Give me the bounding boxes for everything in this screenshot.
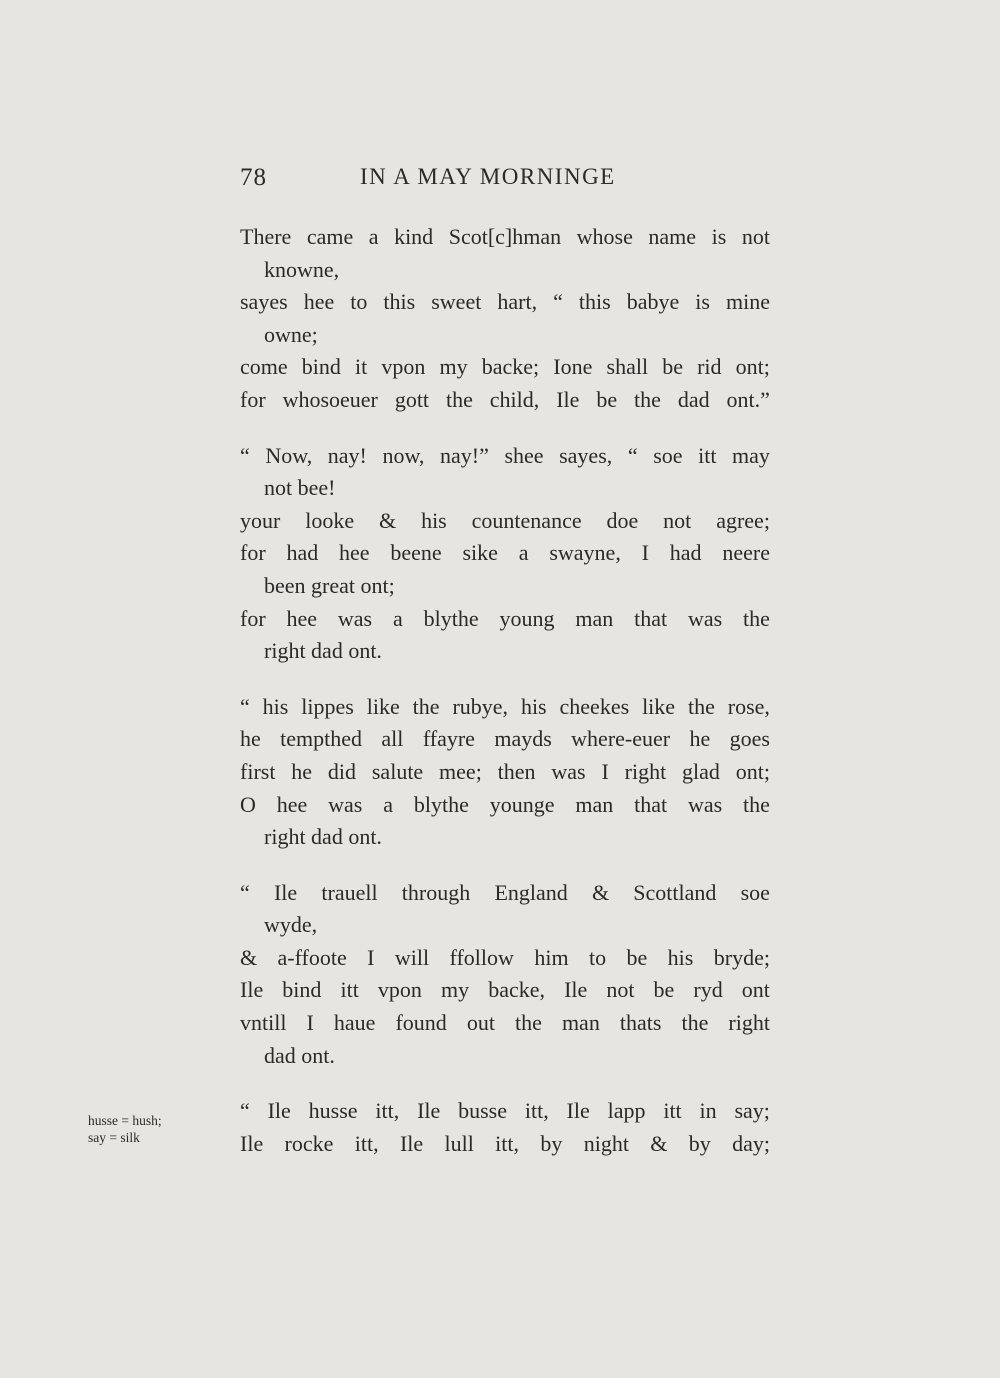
- verse-line: been great ont;: [264, 572, 395, 598]
- verse-line: for hee was a blythe young man that was the: [240, 605, 770, 631]
- verse-line: O hee was a blythe younge man that was the: [240, 791, 770, 817]
- stanza: [240, 877, 780, 1073]
- stanza: [240, 221, 780, 417]
- verse-line: & a-ffoote I will ffollow him to be his bryde;: [240, 944, 770, 970]
- verse-line: not bee!: [264, 475, 336, 501]
- margin-gloss: [88, 1112, 162, 1146]
- verse-line: Ile rocke itt, Ile lull itt, by night & by day;: [240, 1130, 770, 1156]
- verse-line: right dad ont.: [264, 824, 382, 850]
- verse-line: dad ont.: [264, 1042, 335, 1068]
- gloss-line: husse = hush;: [88, 1113, 162, 1128]
- verse-line: right dad ont.: [264, 638, 382, 664]
- verse-line: “ Now, nay! now, nay!” shee sayes, “ soe itt may: [240, 442, 770, 468]
- verse-line: for whosoeuer gott the child, Ile be the dad ont.”: [240, 386, 770, 412]
- running-title: IN A MAY MORNINGE: [360, 164, 616, 189]
- verse-line: first he did salute mee; then was I right glad ont;: [240, 758, 770, 784]
- verse-line: “ Ile trauell through England & Scottland soe: [240, 879, 770, 905]
- verse-line: There came a kind Scot[c]hman whose name is not: [240, 224, 770, 249]
- stanza: [240, 440, 780, 668]
- verse-line: knowne,: [264, 256, 340, 282]
- verse-line: sayes hee to this sweet hart, “ this babye is mine: [240, 289, 770, 315]
- page-number: 78: [240, 164, 267, 191]
- verse-line: your looke & his countenance doe not agree;: [240, 507, 770, 533]
- verse-line: for had hee beene sike a swayne, I had neere: [240, 540, 770, 566]
- gloss-line: say = silk: [88, 1130, 140, 1145]
- verse-line: vntill I haue found out the man thats the right: [240, 1010, 770, 1036]
- verse-line: “ his lippes like the rubye, his cheekes like the rose,: [240, 693, 770, 719]
- verse-line: Ile bind itt vpon my backe, Ile not be ryd ont: [240, 977, 770, 1003]
- page-header: [240, 160, 770, 200]
- stanza: [240, 691, 780, 854]
- stanza: [240, 1095, 780, 1160]
- verse-line: he tempthed all ffayre mayds where-euer he goes: [240, 726, 770, 752]
- verse-line: wyde,: [264, 912, 318, 938]
- verse-line: owne;: [264, 321, 318, 347]
- verse-line: come bind it vpon my backe; Ione shall be rid ont;: [240, 354, 770, 380]
- verse-line: “ Ile husse itt, Ile busse itt, Ile lapp itt in say;: [240, 1098, 770, 1124]
- poem-text: [240, 221, 780, 1160]
